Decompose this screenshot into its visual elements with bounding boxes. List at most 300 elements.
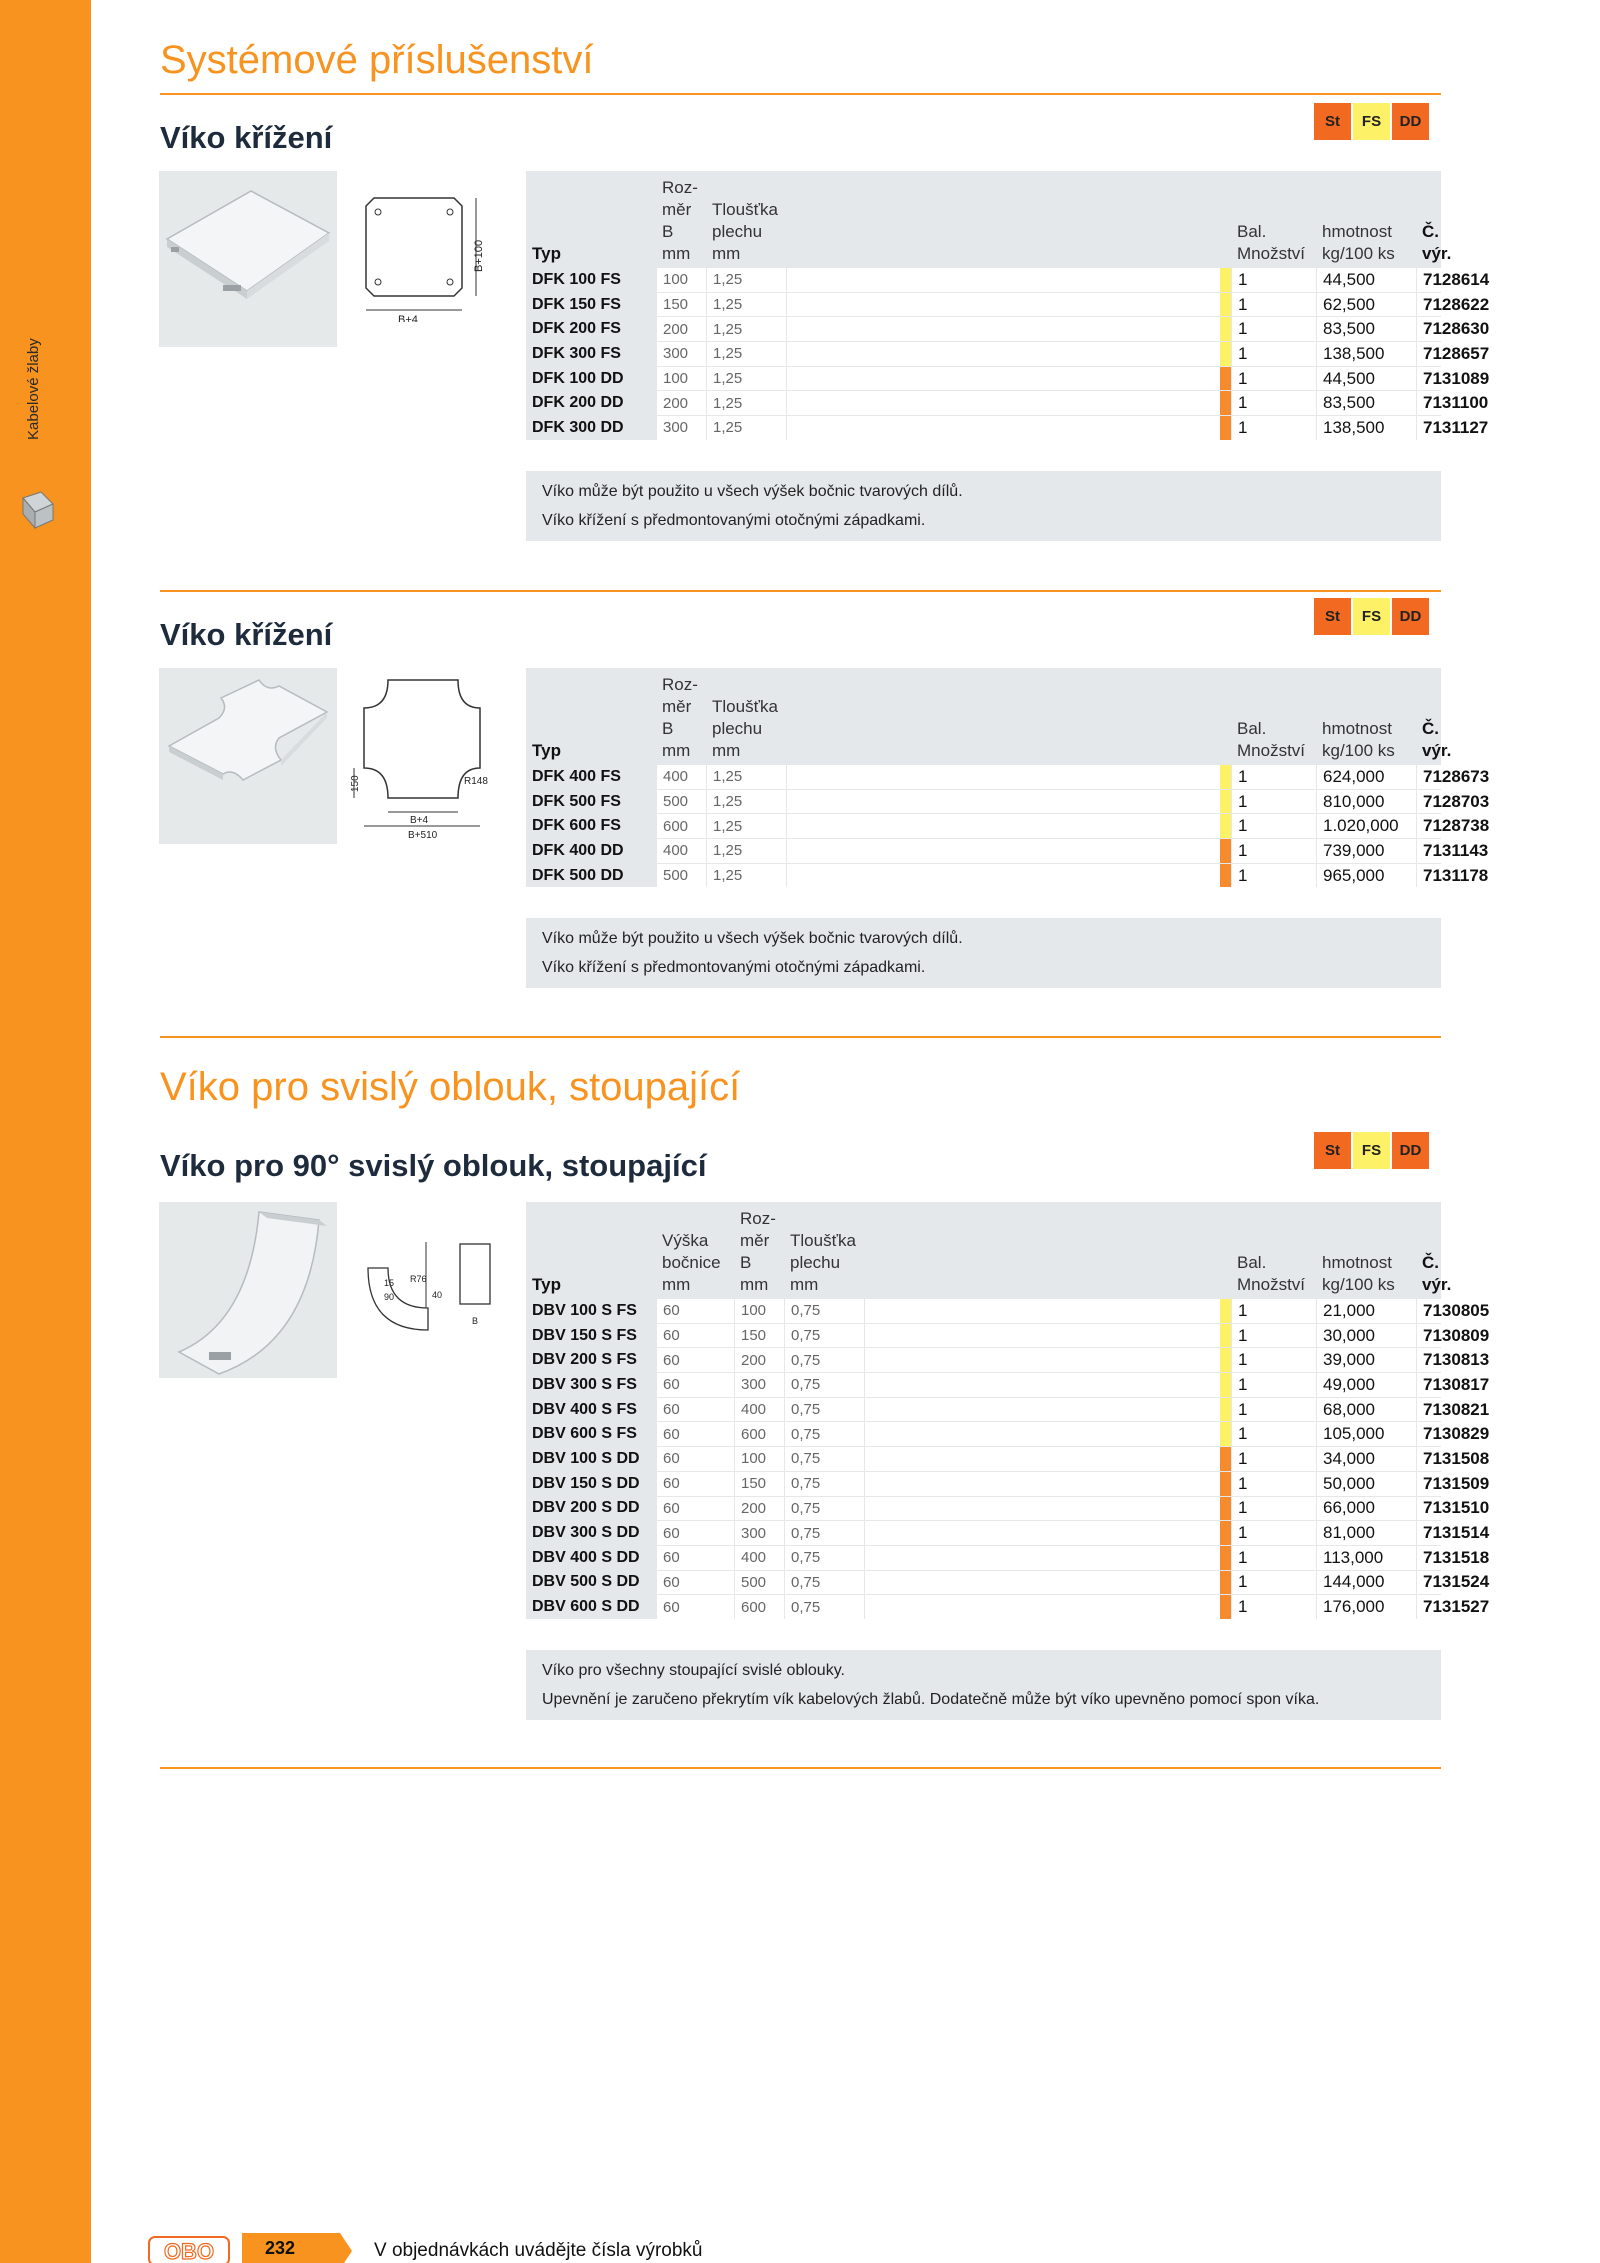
badge-dd: DD (1392, 1132, 1429, 1169)
table-row (526, 789, 1490, 814)
cell-height: 60 (656, 1472, 734, 1496)
badge-st: St (1314, 103, 1351, 140)
cell-width: 200 (656, 391, 706, 415)
table-row (526, 1347, 1490, 1372)
dim-label: B (472, 1316, 479, 1326)
dim-label: 15 (384, 1278, 395, 1288)
cell-thickness: 1,25 (706, 790, 786, 814)
cell-weight: 739,000 (1316, 839, 1416, 863)
cell-type: DFK 500 DD (526, 864, 656, 888)
dim-label: 40 (432, 1290, 443, 1300)
cell-article-no: 7131514 (1416, 1521, 1489, 1545)
cell-article-no: 7131127 (1416, 416, 1488, 440)
cell-width: 500 (656, 790, 706, 814)
table-row (526, 341, 1490, 366)
table-row (526, 1421, 1490, 1446)
finish-strip (1220, 814, 1231, 838)
cell-type: DBV 100 S DD (526, 1447, 656, 1471)
block1-title: Víko křížení (160, 120, 333, 155)
cell-weight: 81,000 (1316, 1521, 1416, 1545)
table-header (526, 1202, 1452, 1298)
cell-type: DBV 600 S FS (526, 1422, 656, 1446)
cell-pack-qty: 1 (1231, 1595, 1316, 1619)
cell-type: DFK 200 DD (526, 391, 656, 415)
cell-spacer (786, 790, 1220, 814)
cell-pack-qty: 1 (1231, 391, 1316, 415)
technical-drawing-1 (348, 192, 498, 322)
cell-type: DFK 300 FS (526, 342, 656, 366)
column-header: Č. výr. (1422, 719, 1452, 760)
cell-weight: 49,000 (1316, 1373, 1416, 1397)
cell-width: 150 (734, 1472, 784, 1496)
block2-title: Víko křížení (160, 617, 333, 652)
note-box-3 (526, 1650, 1441, 1720)
table-row (526, 1298, 1490, 1323)
cell-article-no: 7130829 (1416, 1422, 1489, 1446)
finish-strip (1220, 839, 1231, 863)
badge-st: St (1314, 598, 1351, 635)
table-row (526, 1372, 1490, 1397)
cell-thickness: 1,25 (706, 839, 786, 863)
cell-height: 60 (656, 1595, 734, 1619)
cell-pack-qty: 1 (1231, 1373, 1316, 1397)
cell-pack-qty: 1 (1231, 1546, 1316, 1570)
column-header: Roz- měr B mm (740, 1209, 776, 1294)
column-header: Bal. Množství (1237, 222, 1306, 263)
finish-strip (1220, 1348, 1231, 1372)
cell-weight: 68,000 (1316, 1398, 1416, 1422)
cell-weight: 39,000 (1316, 1348, 1416, 1372)
note-box-2 (526, 918, 1441, 988)
cell-width: 150 (656, 293, 706, 317)
cell-article-no: 7131143 (1416, 839, 1488, 863)
column-header: Tloušťka plechu mm (712, 200, 778, 263)
cell-article-no: 7131524 (1416, 1571, 1489, 1595)
cell-thickness: 1,25 (706, 416, 786, 440)
note-line: Víko pro všechny stoupající svislé oblouky. (542, 1662, 845, 1679)
cell-article-no: 7131510 (1416, 1497, 1489, 1521)
finish-strip (1220, 1299, 1231, 1323)
column-header: Roz- měr B mm (662, 178, 698, 263)
cell-type: DFK 400 DD (526, 839, 656, 863)
cell-thickness: 1,25 (706, 391, 786, 415)
cell-thickness: 1,25 (706, 317, 786, 341)
cell-spacer (864, 1521, 1220, 1545)
cell-thickness: 0,75 (784, 1571, 864, 1595)
table-row (526, 863, 1489, 888)
table-row (526, 1496, 1490, 1521)
cell-width: 600 (734, 1422, 784, 1446)
cell-type: DBV 400 S FS (526, 1398, 656, 1422)
cell-spacer (786, 765, 1220, 789)
cell-weight: 44,500 (1316, 367, 1416, 391)
finish-strip (1220, 342, 1231, 366)
finish-strip (1220, 367, 1231, 391)
cell-article-no: 7128673 (1416, 765, 1489, 789)
product-photo-cross-cover-large (159, 668, 337, 844)
table-row (526, 1323, 1490, 1348)
cell-thickness: 1,25 (706, 342, 786, 366)
cell-width: 300 (656, 416, 706, 440)
table-row (526, 316, 1490, 341)
cell-type: DFK 500 FS (526, 790, 656, 814)
note-line: Upevnění je zaručeno překrytím vík kabelových žlabů. Dodatečně může být víko upevněno pomocí spon víka. (542, 1691, 1320, 1708)
cell-spacer (786, 416, 1220, 440)
cell-spacer (864, 1447, 1220, 1471)
column-header: hmotnost kg/100 ks (1322, 222, 1395, 263)
cell-spacer (864, 1299, 1220, 1323)
cell-height: 60 (656, 1348, 734, 1372)
cell-spacer (786, 391, 1220, 415)
table-row (526, 1594, 1490, 1619)
cell-type: DFK 100 DD (526, 367, 656, 391)
cell-pack-qty: 1 (1231, 1521, 1316, 1545)
cell-spacer (786, 342, 1220, 366)
finish-strip (1220, 1422, 1231, 1446)
cell-width: 300 (656, 342, 706, 366)
cell-pack-qty: 1 (1231, 1398, 1316, 1422)
cell-width: 300 (734, 1373, 784, 1397)
badge-dd: DD (1392, 598, 1429, 635)
dim-label: B+100 (473, 239, 485, 272)
finish-strip (1220, 293, 1231, 317)
cell-type: DFK 200 FS (526, 317, 656, 341)
table-row (526, 292, 1490, 317)
cell-pack-qty: 1 (1231, 1324, 1316, 1348)
cell-width: 400 (734, 1398, 784, 1422)
cell-pack-qty: 1 (1231, 1571, 1316, 1595)
cell-spacer (864, 1571, 1220, 1595)
title-rule (160, 93, 1441, 95)
table-row (526, 1446, 1490, 1471)
cell-width: 500 (656, 864, 706, 888)
cell-width: 200 (734, 1497, 784, 1521)
cell-type: DFK 600 FS (526, 814, 656, 838)
finish-strip (1220, 1546, 1231, 1570)
cell-width: 100 (734, 1299, 784, 1323)
finish-strip (1220, 765, 1231, 789)
cell-thickness: 0,75 (784, 1595, 864, 1619)
cell-article-no: 7130805 (1416, 1299, 1489, 1323)
cell-weight: 624,000 (1316, 765, 1416, 789)
cell-type: DBV 300 S FS (526, 1373, 656, 1397)
cell-width: 150 (734, 1324, 784, 1348)
dim-label: B+4 (398, 314, 418, 322)
table-row (526, 1570, 1490, 1595)
cell-weight: 105,000 (1316, 1422, 1416, 1446)
badge-st: St (1314, 1132, 1351, 1169)
cell-pack-qty: 1 (1231, 790, 1316, 814)
cable-tray-icon (19, 490, 55, 530)
finish-strip (1220, 1497, 1231, 1521)
sidebar-label: Kabelové žlaby (25, 338, 42, 440)
cell-weight: 50,000 (1316, 1472, 1416, 1496)
table-row (526, 415, 1489, 440)
cell-type: DBV 400 S DD (526, 1546, 656, 1570)
cell-width: 400 (656, 765, 706, 789)
cell-width: 400 (656, 839, 706, 863)
cell-spacer (864, 1324, 1220, 1348)
cell-article-no: 7128630 (1416, 317, 1489, 341)
cell-weight: 30,000 (1316, 1324, 1416, 1348)
cell-thickness: 0,75 (784, 1447, 864, 1471)
table-row (526, 1520, 1490, 1545)
cell-thickness: 0,75 (784, 1348, 864, 1372)
cell-pack-qty: 1 (1231, 317, 1316, 341)
note-line: Víko může být použito u všech výšek bočnic tvarových dílů. (542, 930, 963, 947)
finish-strip (1220, 1571, 1231, 1595)
finish-strip (1220, 1447, 1231, 1471)
product-table-1 (526, 171, 1490, 440)
product-photo-vertical-bend-cover (159, 1202, 337, 1378)
cell-article-no: 7130821 (1416, 1398, 1489, 1422)
badge-fs: FS (1353, 598, 1390, 635)
column-header: Typ (532, 1275, 561, 1294)
badge-fs: FS (1353, 1132, 1390, 1169)
finish-strip (1220, 864, 1231, 888)
cell-pack-qty: 1 (1231, 268, 1316, 292)
cell-pack-qty: 1 (1231, 367, 1316, 391)
section-rule (160, 1767, 1441, 1769)
cell-height: 60 (656, 1447, 734, 1471)
cell-thickness: 1,25 (706, 367, 786, 391)
page-number-tab (242, 2233, 352, 2263)
cell-height: 60 (656, 1373, 734, 1397)
cell-thickness: 1,25 (706, 268, 786, 292)
finish-strip (1220, 391, 1231, 415)
finish-strip (1220, 1373, 1231, 1397)
cell-width: 100 (656, 268, 706, 292)
column-header: Tloušťka plechu mm (790, 1231, 856, 1294)
cell-thickness: 0,75 (784, 1497, 864, 1521)
cell-thickness: 0,75 (784, 1299, 864, 1323)
table-row (526, 764, 1490, 789)
cell-type: DBV 300 S DD (526, 1521, 656, 1545)
page-title: Systémové příslušenství (160, 38, 594, 82)
note-line: Víko křížení s předmontovanými otočnými západkami. (542, 512, 926, 529)
cell-weight: 965,000 (1316, 864, 1416, 888)
page-number: 232 (265, 2238, 296, 2258)
cell-type: DBV 150 S FS (526, 1324, 656, 1348)
cell-article-no: 7128622 (1416, 293, 1489, 317)
cell-weight: 66,000 (1316, 1497, 1416, 1521)
cell-spacer (786, 367, 1220, 391)
cell-pack-qty: 1 (1231, 1299, 1316, 1323)
cell-spacer (864, 1472, 1220, 1496)
cell-thickness: 1,25 (706, 765, 786, 789)
cell-pack-qty: 1 (1231, 765, 1316, 789)
cell-weight: 1.020,000 (1316, 814, 1416, 838)
section-title: Víko pro svislý oblouk, stoupající (160, 1065, 741, 1109)
cell-article-no: 7130809 (1416, 1324, 1489, 1348)
table-row (526, 1545, 1490, 1570)
note-box-1 (526, 471, 1441, 541)
cell-pack-qty: 1 (1231, 1348, 1316, 1372)
cell-article-no: 7131089 (1416, 367, 1489, 391)
cell-spacer (786, 839, 1220, 863)
product-table-2 (526, 668, 1490, 887)
cell-spacer (864, 1497, 1220, 1521)
cell-type: DBV 200 S DD (526, 1497, 656, 1521)
finish-strip (1220, 790, 1231, 814)
column-header: Výška bočnice mm (662, 1231, 721, 1294)
cell-article-no: 7131509 (1416, 1472, 1489, 1496)
cell-article-no: 7131100 (1416, 391, 1488, 415)
finish-strip (1220, 1521, 1231, 1545)
cell-article-no: 7131527 (1416, 1595, 1489, 1619)
cell-width: 600 (734, 1595, 784, 1619)
cell-weight: 44,500 (1316, 268, 1416, 292)
cell-article-no: 7128703 (1416, 790, 1489, 814)
cell-weight: 113,000 (1316, 1546, 1416, 1570)
cell-spacer (786, 864, 1220, 888)
cell-spacer (786, 814, 1220, 838)
product-table-3 (526, 1202, 1490, 1619)
column-header: Č. výr. (1422, 1253, 1452, 1294)
finish-strip (1220, 268, 1231, 292)
cell-height: 60 (656, 1398, 734, 1422)
cell-pack-qty: 1 (1231, 416, 1316, 440)
cell-thickness: 0,75 (784, 1521, 864, 1545)
section-rule (160, 1036, 1441, 1038)
table-row (526, 267, 1490, 292)
cell-height: 60 (656, 1299, 734, 1323)
cell-article-no: 7128614 (1416, 268, 1489, 292)
table-row (526, 838, 1489, 863)
cell-thickness: 0,75 (784, 1472, 864, 1496)
cell-type: DBV 200 S FS (526, 1348, 656, 1372)
cell-weight: 83,500 (1316, 391, 1416, 415)
finish-strip (1220, 1324, 1231, 1348)
block3-title: Víko pro 90° svislý oblouk, stoupající (160, 1148, 707, 1183)
cell-spacer (864, 1373, 1220, 1397)
table-row (526, 1471, 1490, 1496)
cell-type: DFK 150 FS (526, 293, 656, 317)
cell-height: 60 (656, 1324, 734, 1348)
material-badges (1314, 598, 1429, 635)
cell-pack-qty: 1 (1231, 864, 1316, 888)
finish-strip (1220, 1595, 1231, 1619)
cell-weight: 34,000 (1316, 1447, 1416, 1471)
finish-strip (1220, 416, 1231, 440)
cell-thickness: 1,25 (706, 293, 786, 317)
cell-pack-qty: 1 (1231, 293, 1316, 317)
column-header: Typ (532, 244, 561, 263)
cell-width: 100 (734, 1447, 784, 1471)
cell-type: DFK 300 DD (526, 416, 656, 440)
cell-pack-qty: 1 (1231, 839, 1316, 863)
cell-height: 60 (656, 1497, 734, 1521)
cell-article-no: 7130817 (1416, 1373, 1489, 1397)
cell-weight: 62,500 (1316, 293, 1416, 317)
note-line: Víko křížení s předmontovanými otočnými západkami. (542, 959, 926, 976)
cell-weight: 21,000 (1316, 1299, 1416, 1323)
cell-article-no: 7131508 (1416, 1447, 1489, 1471)
dim-label: R148 (464, 776, 488, 787)
material-badges (1314, 1132, 1429, 1169)
badge-dd: DD (1392, 103, 1429, 140)
cell-thickness: 0,75 (784, 1398, 864, 1422)
cell-width: 200 (656, 317, 706, 341)
cell-pack-qty: 1 (1231, 814, 1316, 838)
note-line: Víko může být použito u všech výšek bočnic tvarových dílů. (542, 483, 963, 500)
cell-width: 600 (656, 814, 706, 838)
cell-spacer (864, 1348, 1220, 1372)
cell-thickness: 0,75 (784, 1422, 864, 1446)
table-header (526, 171, 1452, 267)
section-rule (160, 590, 1441, 592)
cell-width: 300 (734, 1521, 784, 1545)
technical-drawing-2 (348, 672, 498, 840)
cell-type: DBV 500 S DD (526, 1571, 656, 1595)
cell-spacer (864, 1398, 1220, 1422)
cell-thickness: 1,25 (706, 864, 786, 888)
finish-strip (1220, 1398, 1231, 1422)
product-photo-cross-cover (159, 171, 337, 347)
footer-text: V objednávkách uvádějte čísla výrobků (374, 2240, 703, 2261)
table-row (526, 366, 1490, 391)
cell-thickness: 0,75 (784, 1324, 864, 1348)
table-row (526, 1397, 1490, 1422)
table-row (526, 390, 1489, 415)
cell-article-no: 7131178 (1416, 864, 1488, 888)
cell-weight: 176,000 (1316, 1595, 1416, 1619)
column-header: Bal. Množství (1237, 1253, 1306, 1294)
dim-label: 90 (384, 1292, 395, 1302)
cell-width: 500 (734, 1571, 784, 1595)
dim-label: B+4 (410, 815, 429, 826)
cell-width: 400 (734, 1546, 784, 1570)
column-header: Tloušťka plechu mm (712, 697, 778, 760)
technical-drawing-3 (348, 1238, 508, 1348)
cell-height: 60 (656, 1521, 734, 1545)
cell-thickness: 0,75 (784, 1373, 864, 1397)
column-header: hmotnost kg/100 ks (1322, 1253, 1395, 1294)
obo-logo (148, 2236, 230, 2263)
cell-width: 100 (656, 367, 706, 391)
cell-article-no: 7131518 (1416, 1546, 1489, 1570)
cell-type: DBV 150 S DD (526, 1472, 656, 1496)
cell-weight: 83,500 (1316, 317, 1416, 341)
cell-height: 60 (656, 1571, 734, 1595)
cell-weight: 144,000 (1316, 1571, 1416, 1595)
cell-spacer (786, 268, 1220, 292)
cell-weight: 138,500 (1316, 416, 1416, 440)
cell-width: 200 (734, 1348, 784, 1372)
cell-spacer (786, 293, 1220, 317)
cell-spacer (864, 1595, 1220, 1619)
finish-strip (1220, 317, 1231, 341)
material-badges (1314, 103, 1429, 140)
cell-height: 60 (656, 1546, 734, 1570)
dim-label: R76 (410, 1274, 427, 1284)
cell-pack-qty: 1 (1231, 1472, 1316, 1496)
cell-spacer (864, 1546, 1220, 1570)
column-header: Č. výr. (1422, 222, 1452, 263)
column-header: hmotnost kg/100 ks (1322, 719, 1395, 760)
cell-type: DBV 600 S DD (526, 1595, 656, 1619)
badge-fs: FS (1353, 103, 1390, 140)
cell-spacer (786, 317, 1220, 341)
cell-article-no: 7130813 (1416, 1348, 1489, 1372)
column-header: Roz- měr B mm (662, 675, 698, 760)
cell-type: DBV 100 S FS (526, 1299, 656, 1323)
cell-weight: 810,000 (1316, 790, 1416, 814)
sidebar-bar (0, 0, 91, 2263)
cell-pack-qty: 1 (1231, 342, 1316, 366)
cell-pack-qty: 1 (1231, 1422, 1316, 1446)
column-header: Typ (532, 741, 561, 760)
